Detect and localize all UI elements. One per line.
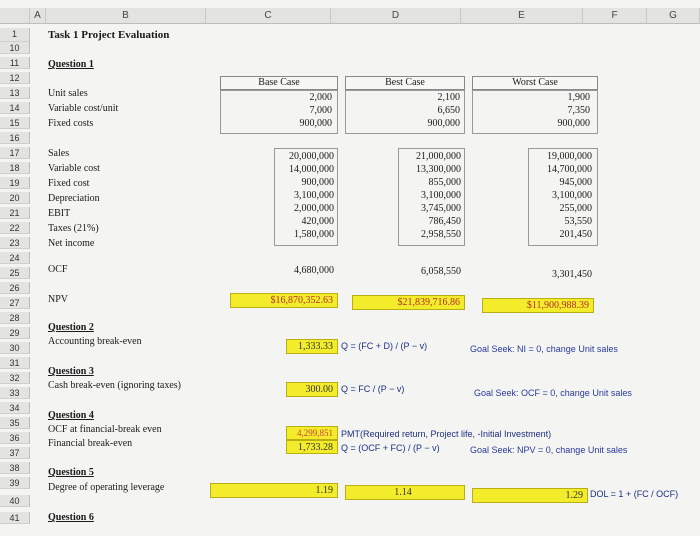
row-header[interactable]: 36 bbox=[0, 432, 30, 444]
row-header[interactable]: 37 bbox=[0, 447, 30, 459]
base-ocf[interactable]: 4,680,000 bbox=[294, 265, 334, 276]
base-npv[interactable]: $16,870,352.63 bbox=[230, 293, 338, 308]
best-ocf[interactable]: 6,058,550 bbox=[421, 266, 461, 277]
ocf-financial-break-even-label: OCF at financial-break even bbox=[48, 424, 162, 435]
question-2-heading: Question 2 bbox=[48, 322, 94, 333]
row-header[interactable]: 16 bbox=[0, 132, 30, 144]
base-case-header: Base Case bbox=[220, 76, 338, 90]
question-1-heading: Question 1 bbox=[48, 59, 94, 70]
base-variable-cost[interactable]: 7,000 bbox=[309, 105, 332, 116]
best-case-header: Best Case bbox=[345, 76, 465, 90]
ocf-financial-break-even-value[interactable]: 4,299,851 bbox=[286, 426, 338, 440]
row-header[interactable]: 35 bbox=[0, 417, 30, 429]
worst-ebit[interactable]: 255,000 bbox=[559, 203, 592, 214]
row-header[interactable]: 34 bbox=[0, 402, 30, 414]
ocf-label: OCF bbox=[48, 264, 68, 275]
column-header-e[interactable]: E bbox=[461, 8, 583, 24]
base-variable-cost-total[interactable]: 14,000,000 bbox=[289, 164, 334, 175]
row-header[interactable]: 28 bbox=[0, 312, 30, 324]
dol-bar-worst[interactable]: 1.29 bbox=[472, 488, 588, 503]
row-header[interactable]: 21 bbox=[0, 207, 30, 219]
dol-label: Degree of operating leverage bbox=[48, 482, 165, 493]
best-depreciation[interactable]: 3,100,000 bbox=[421, 190, 461, 201]
income-label: Sales bbox=[48, 148, 70, 159]
dol-bar-base[interactable]: 1.19 bbox=[210, 483, 338, 498]
row-header[interactable]: 13 bbox=[0, 87, 30, 99]
row-header[interactable]: 1 bbox=[0, 28, 30, 42]
financial-break-even-formula: Q = (OCF + FC) / (P − v) bbox=[341, 443, 440, 453]
income-label: Depreciation bbox=[48, 193, 100, 204]
row-header[interactable]: 25 bbox=[0, 267, 30, 279]
column-header-b[interactable]: B bbox=[46, 8, 206, 24]
row-header[interactable]: 19 bbox=[0, 177, 30, 189]
q3-goal-seek-note: Goal Seek: OCF = 0, change Unit sales bbox=[474, 388, 632, 398]
income-label: Variable cost bbox=[48, 163, 100, 174]
row-header[interactable]: 31 bbox=[0, 357, 30, 369]
row-header[interactable]: 30 bbox=[0, 342, 30, 354]
row-header[interactable]: 11 bbox=[0, 57, 30, 69]
question-4-heading: Question 4 bbox=[48, 410, 94, 421]
q4-goal-seek-note: Goal Seek: NPV = 0, change Unit sales bbox=[470, 445, 628, 455]
question-3-heading: Question 3 bbox=[48, 366, 94, 377]
sheet-title: Task 1 Project Evaluation bbox=[48, 29, 170, 41]
row-header[interactable]: 33 bbox=[0, 387, 30, 399]
corner-select-all[interactable] bbox=[0, 8, 30, 24]
npv-label: NPV bbox=[48, 294, 69, 305]
question-5-heading: Question 5 bbox=[48, 467, 94, 478]
row-header[interactable]: 29 bbox=[0, 327, 30, 339]
worst-case-header: Worst Case bbox=[472, 76, 598, 90]
input-label: Unit sales bbox=[48, 88, 88, 99]
row-header[interactable]: 22 bbox=[0, 222, 30, 234]
best-npv[interactable]: $21,839,716.86 bbox=[352, 295, 465, 310]
base-fixed-costs[interactable]: 900,000 bbox=[299, 118, 332, 129]
row-header[interactable]: 41 bbox=[0, 512, 30, 524]
base-depreciation[interactable]: 3,100,000 bbox=[294, 190, 334, 201]
worst-sales[interactable]: 19,000,000 bbox=[547, 151, 592, 162]
income-label: EBIT bbox=[48, 208, 71, 219]
column-header-f[interactable]: F bbox=[583, 8, 647, 24]
row-header[interactable]: 39 bbox=[0, 477, 30, 489]
base-taxes[interactable]: 420,000 bbox=[301, 216, 334, 227]
accounting-break-even-label: Accounting break-even bbox=[48, 336, 142, 347]
row-header[interactable]: 23 bbox=[0, 237, 30, 249]
best-variable-cost[interactable]: 6,650 bbox=[437, 105, 460, 116]
row-header[interactable]: 15 bbox=[0, 117, 30, 129]
row-header[interactable]: 26 bbox=[0, 282, 30, 294]
base-ebit[interactable]: 2,000,000 bbox=[294, 203, 334, 214]
best-fixed-cost[interactable]: 855,000 bbox=[428, 177, 461, 188]
best-sales[interactable]: 21,000,000 bbox=[416, 151, 461, 162]
worst-depreciation[interactable]: 3,100,000 bbox=[552, 190, 592, 201]
base-net-income[interactable]: 1,580,000 bbox=[294, 229, 334, 240]
input-label: Variable cost/unit bbox=[48, 103, 119, 114]
column-header-g[interactable]: G bbox=[647, 8, 700, 24]
question-6-heading: Question 6 bbox=[48, 512, 94, 523]
best-unit-sales[interactable]: 2,100 bbox=[437, 92, 460, 103]
ocf-financial-break-even-formula: PMT(Required return, Project life, -Initial Investment) bbox=[341, 429, 552, 439]
cash-break-even-label: Cash break-even (ignoring taxes) bbox=[48, 380, 182, 391]
best-fixed-costs[interactable]: 900,000 bbox=[427, 118, 460, 129]
worst-unit-sales[interactable]: 1,900 bbox=[567, 92, 590, 103]
row-header[interactable]: 20 bbox=[0, 192, 30, 204]
cash-break-even-value[interactable]: 300.00 bbox=[286, 382, 338, 397]
worst-npv[interactable]: $11,900,988.39 bbox=[482, 298, 594, 313]
row-header[interactable]: 10 bbox=[0, 42, 30, 54]
accounting-break-even-value[interactable]: 1,333.33 bbox=[286, 339, 338, 354]
dol-formula: DOL = 1 + (FC / OCF) bbox=[590, 489, 679, 499]
income-label: Fixed cost bbox=[48, 178, 90, 189]
worst-fixed-cost[interactable]: 945,000 bbox=[559, 177, 592, 188]
base-sales[interactable]: 20,000,000 bbox=[289, 151, 334, 162]
accounting-break-even-formula: Q = (FC + D) / (P − v) bbox=[341, 341, 428, 351]
dol-bar-best[interactable]: 1.14 bbox=[345, 485, 465, 500]
best-taxes[interactable]: 786,450 bbox=[428, 216, 461, 227]
row-header[interactable]: 17 bbox=[0, 147, 30, 159]
column-header-d[interactable]: D bbox=[331, 8, 461, 24]
row-header[interactable]: 38 bbox=[0, 462, 30, 474]
row-header[interactable]: 12 bbox=[0, 72, 30, 84]
best-net-income[interactable]: 2,958,550 bbox=[421, 229, 461, 240]
worst-ocf[interactable]: 3,301,450 bbox=[552, 269, 592, 280]
cash-break-even-formula: Q = FC / (P − v) bbox=[341, 384, 405, 394]
financial-break-even-value[interactable]: 1,733.28 bbox=[286, 440, 338, 454]
best-variable-cost-total[interactable]: 13,300,000 bbox=[416, 164, 461, 175]
row-header[interactable]: 40 bbox=[0, 495, 30, 507]
q2-goal-seek-note: Goal Seek: NI = 0, change Unit sales bbox=[470, 344, 618, 354]
base-fixed-cost[interactable]: 900,000 bbox=[301, 177, 334, 188]
worst-net-income[interactable]: 201,450 bbox=[559, 229, 592, 240]
worst-variable-cost[interactable]: 7,350 bbox=[567, 105, 590, 116]
row-header[interactable]: 27 bbox=[0, 297, 30, 309]
worst-variable-cost-total[interactable]: 14,700,000 bbox=[547, 164, 592, 175]
row-header[interactable]: 24 bbox=[0, 252, 30, 264]
input-label: Fixed costs bbox=[48, 118, 94, 129]
base-unit-sales[interactable]: 2,000 bbox=[309, 92, 332, 103]
column-header-a[interactable]: A bbox=[30, 8, 46, 24]
income-label: Net income bbox=[48, 238, 95, 249]
worst-taxes[interactable]: 53,550 bbox=[564, 216, 592, 227]
worst-fixed-costs[interactable]: 900,000 bbox=[557, 118, 590, 129]
best-ebit[interactable]: 3,745,000 bbox=[421, 203, 461, 214]
column-header-c[interactable]: C bbox=[206, 8, 331, 24]
row-header[interactable]: 32 bbox=[0, 372, 30, 384]
income-label: Taxes (21%) bbox=[48, 223, 99, 234]
financial-break-even-label: Financial break-even bbox=[48, 438, 133, 449]
row-header[interactable]: 14 bbox=[0, 102, 30, 114]
row-header[interactable]: 18 bbox=[0, 162, 30, 174]
